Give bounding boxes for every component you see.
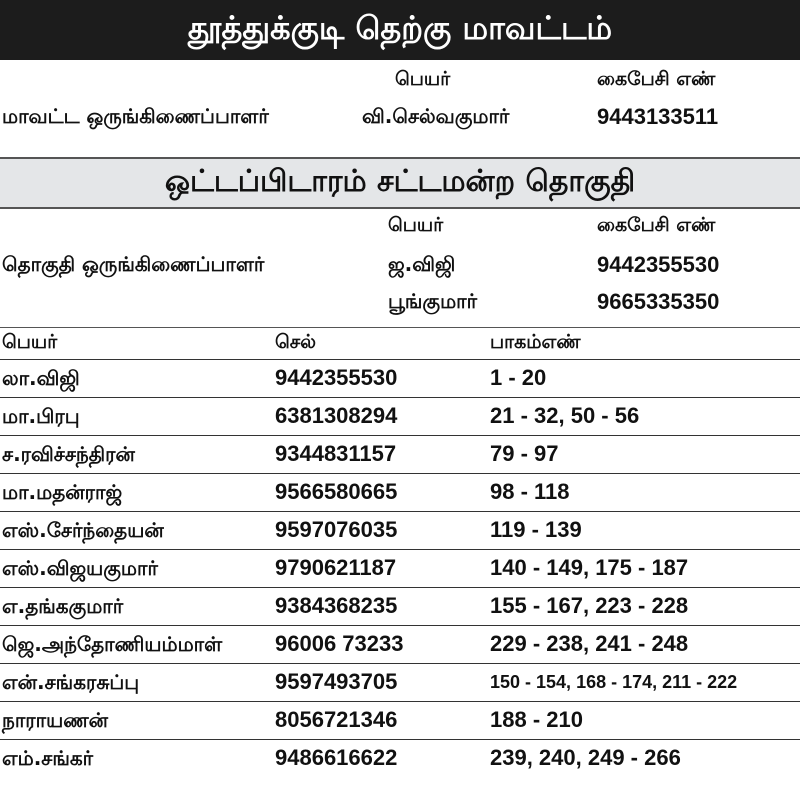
table-header-name: பெயர் [2, 331, 58, 353]
table-cell-parts: 98 - 118 [490, 479, 570, 504]
table-cell-phone: 9384368235 [275, 593, 398, 618]
constituency-coordinator-name: பூங்குமார் [388, 289, 478, 313]
table-header-parts: பாகம்எண் [490, 331, 581, 353]
table-cell-parts: 1 - 20 [490, 365, 547, 390]
table-header-row [0, 328, 800, 358]
table-cell-name: எ.தங்ககுமார் [2, 594, 124, 618]
table-row [0, 702, 800, 739]
table-cell-name: மா.மதன்ராஜ் [2, 480, 123, 504]
constituency-title: ஒட்டப்பிடாரம் சட்டமன்ற தொகுதி [164, 163, 636, 199]
table-header-phone: செல் [275, 331, 317, 353]
table-cell-phone: 6381308294 [275, 403, 398, 428]
table-cell-phone: 9442355530 [275, 365, 398, 390]
table-cell-name: எஸ்.விஜயகுமார் [2, 556, 158, 580]
district-coordinator-row [0, 100, 800, 134]
district-role: மாவட்ட ஒருங்கிணைப்பாளர் [2, 104, 269, 128]
table-cell-parts: 229 - 238, 241 - 248 [490, 631, 689, 656]
table-row [0, 398, 800, 435]
table-row [0, 512, 800, 549]
district-coordinator-name: வி.செல்வகுமார் [362, 104, 510, 128]
table-cell-name: ஜெ.அந்தோணியம்மாள் [2, 632, 223, 656]
table-cell-phone: 9597493705 [275, 669, 398, 694]
table-row [0, 626, 800, 663]
table-cell-phone: 9566580665 [275, 479, 398, 504]
table-cell-parts: 188 - 210 [490, 707, 583, 732]
constituency-role: தொகுதி ஒருங்கிணைப்பாளர் [2, 252, 265, 276]
table-row [0, 740, 800, 777]
table-cell-parts: 150 - 154, 168 - 174, 211 - 222 [490, 672, 738, 692]
table-cell-parts: 155 - 167, 223 - 228 [490, 593, 689, 618]
table-cell-name: மா.பிரபு [2, 404, 80, 428]
table-cell-parts: 79 - 97 [490, 441, 559, 466]
constituency-coordinator-row-2 [0, 287, 800, 321]
table-cell-name: லா.விஜி [2, 366, 80, 390]
constituency-coordinator-row-1 [0, 250, 800, 284]
constituency-coordinator-phone: 9442355530 [597, 252, 720, 277]
table-row [0, 588, 800, 625]
table-row [0, 436, 800, 473]
table-row [0, 550, 800, 587]
constituency-coordinator-name: ஜ.விஜி [388, 252, 456, 276]
table-cell-parts: 140 - 149, 175 - 187 [490, 555, 689, 580]
constituency-col-name: பெயர் [388, 214, 444, 236]
table-cell-name: நாராயணன் [2, 708, 109, 732]
table-cell-name: எம்.சங்கர் [2, 746, 94, 770]
district-title: தூத்துக்குடி தெற்கு மாவட்டம் [187, 9, 613, 47]
table-cell-parts: 21 - 32, 50 - 56 [490, 403, 640, 428]
table-cell-phone: 96006 73233 [275, 631, 404, 656]
table-cell-phone: 9486616622 [275, 745, 398, 770]
district-col-phone: கைபேசி எண் [597, 68, 716, 90]
table-cell-phone: 9344831157 [275, 441, 397, 466]
district-coordinator-phone: 9443133511 [597, 104, 719, 129]
district-header-row [0, 66, 800, 94]
district-col-name: பெயர் [395, 68, 451, 90]
table-cell-name: ச.ரவிச்சந்திரன் [2, 442, 135, 466]
constituency-col-phone: கைபேசி எண் [597, 214, 716, 236]
table-cell-parts: 119 - 139 [490, 517, 582, 542]
table-cell-name: எஸ்.சேர்ந்தையன் [2, 518, 164, 542]
constituency-coordinator-phone: 9665335350 [597, 289, 720, 314]
table-cell-phone: 8056721346 [275, 707, 398, 732]
district-title-banner [0, 0, 800, 60]
table-row [0, 664, 800, 701]
table-row [0, 474, 800, 511]
constituency-header-row [0, 212, 800, 240]
constituency-title-banner [0, 157, 800, 209]
table-cell-name: என்.சங்கரசுப்பு [2, 670, 140, 694]
table-cell-phone: 9597076035 [275, 517, 398, 542]
table-cell-parts: 239, 240, 249 - 266 [490, 745, 681, 770]
table-cell-phone: 9790621187 [275, 555, 397, 580]
table-row [0, 360, 800, 397]
